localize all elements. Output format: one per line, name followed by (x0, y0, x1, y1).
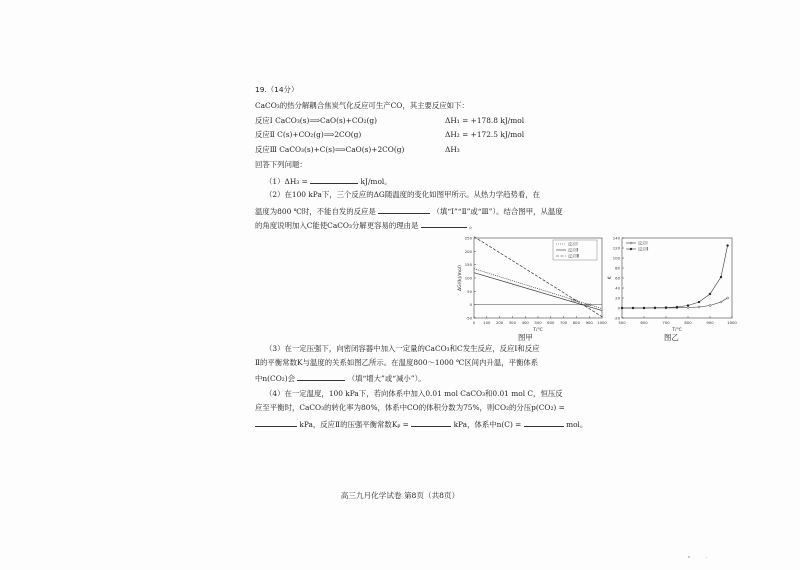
q2-line2-b: （填“Ⅰ”“Ⅱ”或“Ⅲ”）。结合图甲，从温度 (432, 207, 563, 216)
y-tick-label: 40 (615, 285, 620, 291)
legend-label-1: 反应Ⅰ (638, 240, 648, 246)
q4-line3 (255, 418, 587, 429)
series-2-point (665, 307, 667, 309)
y-tick-label: 140 (612, 235, 620, 241)
y-tick-label: 20 (615, 295, 620, 301)
chart-delta-g-caption: 图甲 (518, 333, 533, 342)
series-2-point (709, 293, 711, 295)
q4-blank-1[interactable] (255, 418, 297, 427)
x-tick-label: 400 (521, 320, 529, 325)
scan-speck (706, 557, 707, 558)
legend-label-2: 反应Ⅱ (638, 246, 649, 252)
annotation-1: 700 (570, 298, 578, 303)
q2-line1: （2）在100 kPa下，三个反应的ΔG随温度的变化如图甲所示。从热力学趋势看，在 (265, 190, 541, 199)
series-1-point (698, 306, 700, 308)
reaction-1-dh: ΔH₁ = +178.8 kJ/mol (445, 116, 525, 125)
series-1-point (727, 297, 729, 299)
x-tick-label: 800 (684, 320, 692, 325)
q3-line3-b: （填“增大”或“减小”）。 (347, 374, 426, 383)
q4-blank-3[interactable] (524, 418, 564, 427)
q3-line1: （3）在一定压强下，向密闭容器中加入一定量的CaCO₃和C发生反应，反应Ⅰ和反应 (265, 344, 540, 353)
reaction-2-dh: ΔH₂ = +172.5 kJ/mol (445, 130, 525, 139)
y-tick-label: 120 (612, 245, 620, 251)
q1-blank[interactable] (310, 175, 358, 184)
y-tick-label: -50 (465, 315, 472, 321)
y-tick-label: 100 (464, 275, 472, 281)
reaction-1 (255, 116, 377, 125)
y-tick-label: 250 (464, 235, 472, 241)
y-tick-label: 50 (467, 288, 472, 294)
y-tick-label: -20 (613, 315, 620, 321)
legend-label-2: 反应Ⅱ (568, 247, 579, 253)
series-2-point (676, 306, 678, 308)
x-tick-label: 900 (706, 320, 714, 325)
q2-line3-a: 的角度说明加入C能使CaCO₃分解更容易的理由是 (255, 221, 419, 230)
series-2-point (727, 245, 729, 247)
x-tick-label: 600 (640, 320, 648, 325)
question-header: 19.（14分） (255, 85, 299, 94)
series-2-point (632, 307, 634, 309)
legend-label-3: 反应Ⅲ (568, 253, 580, 259)
legend-label-1: 反应Ⅰ (568, 241, 578, 247)
y-tick-label: 0 (469, 302, 472, 308)
q1-prefix: （1）ΔH₃ = (265, 177, 308, 186)
legend-marker-1 (630, 242, 632, 244)
annotation-2: 900 (584, 302, 592, 307)
page-footer: 高三九月化学试卷 第8页（共8页） (340, 491, 460, 500)
x-tick-label: 1000 (727, 320, 737, 325)
q3-line2: Ⅱ的平衡常数K与温度的关系如图乙所示。在温度800～1000 ℃区间内升温，平衡体系 (255, 358, 539, 367)
q1 (265, 175, 392, 186)
q2-line3 (255, 219, 477, 230)
series-line-1 (474, 269, 602, 309)
chart-equilibrium-k (608, 234, 737, 333)
x-tick-label: 0 (472, 320, 476, 325)
x-tick-label: 200 (495, 320, 504, 325)
q2-blank-2[interactable] (421, 219, 467, 228)
reaction-3-dh: ΔH₃ (445, 145, 460, 154)
series-2-point (720, 276, 722, 278)
q4-line3-b: kPa，体系中n(C) = (453, 420, 522, 429)
q3-blank[interactable] (297, 372, 345, 381)
chart-delta-g (456, 234, 607, 333)
prompt: 回答下列问题： (255, 160, 307, 169)
y-tick-label: 60 (615, 275, 620, 281)
series-line-2 (622, 246, 728, 309)
series-2-point (621, 307, 623, 309)
y-tick-label: 0 (617, 305, 620, 311)
x-tick-label: 500 (618, 320, 626, 325)
x-tick-label: 900 (585, 320, 593, 325)
reaction-2 (255, 130, 361, 139)
q3-line3 (255, 372, 426, 383)
x-axis-label: T/℃ (672, 328, 682, 333)
reaction-1-equation: CaCO₃(s)⟹CaO(s)+CO₂(g) (275, 116, 378, 125)
y-tick-label: 80 (615, 265, 620, 271)
series-2-point (643, 307, 645, 309)
q1-suffix: kJ/mol。 (360, 177, 392, 186)
x-tick-label: 700 (662, 320, 670, 325)
x-tick-label: 1000 (597, 320, 607, 325)
series-2-point (698, 301, 700, 303)
series-1-point (687, 307, 689, 309)
x-tick-label: 800 (572, 320, 581, 325)
q4-line3-a: kPa，反应Ⅱ的压强平衡常数Kₚ = (299, 420, 409, 429)
reaction-3-label: 反应Ⅲ (255, 145, 277, 154)
q2-line2 (255, 205, 563, 216)
scan-speck (688, 556, 690, 558)
x-tick-label: 100 (483, 320, 491, 325)
question-intro: CaCO₃的热分解耦合焦炭气化反应可生产CO，其主要反应如下： (255, 101, 469, 110)
y-tick-label: 150 (464, 262, 472, 268)
series-line-1 (622, 298, 728, 308)
legend-marker-2 (630, 248, 632, 250)
q2-blank-1[interactable] (378, 205, 430, 214)
q3-line3-a: 中n(CO₂)会 (255, 374, 295, 383)
y-axis-label: ΔG/(kJ/mol) (458, 265, 463, 291)
chart-equilibrium-k-caption: 图乙 (664, 333, 679, 342)
reaction-2-equation: C(s)+CO₂(g)⟹2CO(g) (277, 130, 362, 139)
series-1-point (709, 305, 711, 307)
series-1-point (720, 301, 722, 303)
x-tick-label: 600 (547, 320, 555, 325)
series-2-point (654, 307, 656, 309)
y-tick-label: 100 (612, 255, 620, 261)
x-tick-label: 700 (559, 320, 568, 325)
x-axis-label: T/℃ (533, 328, 543, 333)
reaction-1-label: 反应Ⅰ (255, 116, 273, 125)
y-tick-label: 200 (464, 248, 472, 254)
q2-line3-b: 。 (469, 221, 477, 230)
reaction-3 (255, 145, 404, 154)
x-tick-label: 500 (534, 320, 542, 325)
q4-line2: 应至平衡时，CaCO₃的转化率为80%，体系中CO的体积分数为75%，则CO₂的分压p(CO₂) = (255, 403, 565, 412)
reaction-3-equation: CaCO₃(s)+C(s)⟹CaO(s)+2CO(g) (279, 145, 405, 154)
x-tick-label: 300 (508, 320, 517, 325)
q4-line3-c: mol。 (566, 420, 588, 429)
series-2-point (687, 305, 689, 307)
q2-line2-a: 温度为800 ℃时，不能自发的反应是 (255, 207, 376, 216)
y-axis-label: K (608, 276, 613, 280)
reaction-2-label: 反应Ⅱ (255, 130, 275, 139)
q4-blank-2[interactable] (411, 418, 451, 427)
q4-line1: （4）在一定温度，100 kPa下，若向体系中加入0.01 mol CaCO₃和0.01 mol C，恒压反 (265, 389, 563, 398)
